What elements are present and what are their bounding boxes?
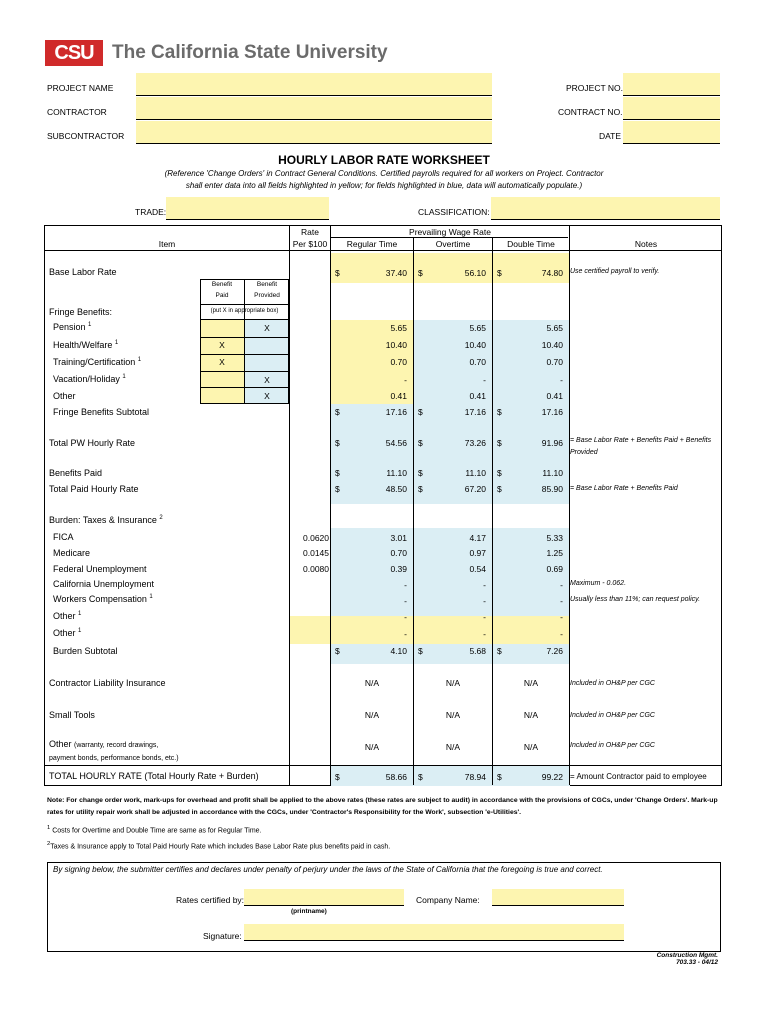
- value-fed_unemp-reg: 0.39: [390, 564, 407, 574]
- vacation-provided-x[interactable]: X: [264, 375, 270, 385]
- col-item-header: Item: [158, 239, 176, 249]
- rates-by-label: Rates certified by:: [176, 895, 245, 905]
- tools-note: Included in OH&P per CGC: [570, 712, 655, 719]
- row-ca-unemp-label: California Unemployment: [53, 579, 155, 589]
- value-workers_comp-dt: -: [560, 596, 563, 606]
- value-other_b1-ot: -: [483, 612, 486, 622]
- rates-by-field[interactable]: [244, 889, 404, 906]
- value-fica-ot: 4.17: [469, 533, 486, 543]
- dollar-sign: $: [418, 407, 423, 417]
- value-total-ot: 78.94: [464, 772, 486, 782]
- row-workers-comp-label: Workers Compensation $^1$: [53, 594, 153, 604]
- university-name: The California State University: [112, 42, 388, 63]
- col-dt-header: Double Time: [507, 239, 555, 249]
- col-reg-header: Regular Time: [346, 239, 398, 249]
- value-total-reg: 58.66: [385, 772, 407, 782]
- value-burden_sub-dt: 7.26: [546, 646, 563, 656]
- value-burden_sub-ot: 5.68: [469, 646, 486, 656]
- other-provided-x[interactable]: X: [264, 391, 270, 401]
- value-other-reg: 0.41: [390, 391, 407, 401]
- total-pw-note-2: Provided: [570, 449, 598, 456]
- company-field[interactable]: [492, 889, 624, 906]
- footnote-2: $^2$Taxes & Insurance apply to Total Paid Hourly Rate which includes Base Labor Rate plus benefits paid in cash.: [47, 841, 391, 851]
- row-tools-label: Small Tools: [49, 710, 95, 720]
- subcontractor-field[interactable]: [136, 121, 492, 144]
- change-order-note: Note: For change order work, mark-ups for overhead and profit shall be applied to the above rates (these rates are subject to audit) in accordance with the provisions of CGCs, under 'Change Orders'. Mark-up rates for utility repair work shall be adjusted in accordance with the CGCs, under 'Contractor's Responsibility for the Work', subsection 'e-Utilities'.: [47, 797, 718, 816]
- value-vacation-reg: -: [404, 375, 407, 385]
- value-workers_comp-ot: -: [483, 596, 486, 606]
- cert-statement: By signing below, the submitter certifies and declares under penalty of perjury under the laws of the State of California that the foregoing is true and correct.: [53, 865, 603, 874]
- row-total-paid-label: Total Paid Hourly Rate: [49, 484, 139, 494]
- worksheet-title: HOURLY LABOR RATE WORKSHEET: [278, 153, 490, 167]
- date-label: DATE: [599, 131, 622, 141]
- contract-no-label: CONTRACT NO.: [558, 107, 623, 117]
- dollar-sign: $: [418, 438, 423, 448]
- value-fringe_sub-reg: 17.16: [385, 407, 407, 417]
- benefit-hdr-line2: [200, 319, 289, 320]
- row-burden-sub-label: Burden Subtotal: [53, 646, 118, 656]
- row-benefits-paid-label: Benefits Paid: [49, 468, 103, 478]
- trade-label: TRADE:: [135, 207, 167, 217]
- dollar-sign: $: [497, 484, 502, 494]
- dollar-sign: $: [335, 438, 340, 448]
- form-id: Construction Mgmt. 703.33 - 04/12: [656, 952, 718, 966]
- row-fringe-sub-label: Fringe Benefits Subtotal: [53, 407, 150, 417]
- value-other_b2-reg: -: [404, 629, 407, 639]
- col-line: [330, 226, 331, 785]
- value-pension-reg: 5.65: [390, 323, 407, 333]
- row-health-label: Health/Welfare $^1$: [53, 340, 119, 350]
- training-paid-x[interactable]: X: [219, 357, 225, 367]
- value-pension-ot: 5.65: [469, 323, 486, 333]
- value-fed_unemp-dt: 0.69: [546, 564, 563, 574]
- col-notes-header: Notes: [634, 239, 658, 249]
- value-benefits_paid-reg: 11.10: [386, 468, 407, 478]
- value-medicare-dt: 1.25: [546, 548, 563, 558]
- benefit-provided-header-2: Provided: [254, 292, 280, 299]
- row-base-label: Base Labor Rate: [49, 267, 117, 277]
- row-medicare-label: Medicare: [53, 548, 91, 558]
- contractor-label: CONTRACTOR: [47, 107, 107, 117]
- value-total_pw-reg: 54.56: [385, 438, 407, 448]
- value-base-ot: 56.10: [464, 268, 486, 278]
- value-tools-dt: N/A: [523, 710, 539, 720]
- trade-field[interactable]: [166, 197, 329, 220]
- contractor-field[interactable]: [136, 97, 492, 120]
- pension-provided-x[interactable]: X: [264, 323, 270, 333]
- value-medicare-ot: 0.97: [469, 548, 486, 558]
- value-base-dt: 74.80: [541, 268, 563, 278]
- value-fica-reg: 3.01: [390, 533, 407, 543]
- row-total-label: TOTAL HOURLY RATE (Total Hourly Rate + Burden): [49, 771, 259, 781]
- value-workers_comp-reg: -: [404, 596, 407, 606]
- value-training-ot: 0.70: [469, 357, 486, 367]
- value-liability-ot: N/A: [445, 678, 461, 688]
- company-label: Company Name:: [416, 895, 480, 905]
- value-medicare-reg: 0.70: [390, 548, 407, 558]
- col-line: [569, 226, 570, 785]
- dollar-sign: $: [497, 646, 502, 656]
- value-other_b1-dt: -: [560, 612, 563, 622]
- value-vacation-ot: -: [483, 375, 486, 385]
- benefit-line: [200, 337, 289, 338]
- value-vacation-dt: -: [560, 375, 563, 385]
- row-other-b1-label: Other $^1$: [53, 611, 82, 621]
- dollar-sign: $: [497, 407, 502, 417]
- base-note: Use certified payroll to verify.: [570, 268, 660, 275]
- benefit-line: [200, 387, 289, 388]
- header-split-line: [330, 237, 568, 238]
- value-total-dt: 99.22: [541, 772, 563, 782]
- value-other-dt: 0.41: [546, 391, 563, 401]
- labor-rate-table: [44, 225, 722, 786]
- row-vacation-label: Vacation/Holiday $^1$: [53, 374, 126, 384]
- classification-label: CLASSIFICATION:: [418, 207, 490, 217]
- worksheet-subtitle-1: (Reference 'Change Orders' in Contract General Conditions. Certified payrolls required for all workers on Project. Contractor: [164, 169, 604, 178]
- other-c-note: Included in OH&P per CGC: [570, 742, 655, 749]
- worksheet-subtitle-2: shall enter data into all fields highlighted in yellow; for fields highlighted in blue, data will automatically populate.): [185, 181, 583, 190]
- value-ca_unemp-reg: -: [404, 580, 407, 590]
- col-ot-header: Overtime: [435, 239, 471, 249]
- row-fringe-label: Fringe Benefits:: [49, 307, 113, 317]
- signature-label: Signature:: [203, 931, 242, 941]
- benefit-paid-header: Benefit: [211, 281, 233, 288]
- value-pension-dt: 5.65: [546, 323, 563, 333]
- col-pw-header: Prevailing Wage Rate: [409, 227, 491, 237]
- value-other_b2-ot: -: [483, 629, 486, 639]
- dollar-sign: $: [335, 268, 340, 278]
- rate-other-fill[interactable]: [290, 616, 330, 644]
- dollar-sign: $: [418, 268, 423, 278]
- subcontractor-label: SUBCONTRACTOR: [47, 131, 125, 141]
- project-no-label: PROJECT NO.: [566, 83, 623, 93]
- value-fica-dt: 5.33: [546, 533, 563, 543]
- row-liability-label: Contractor Liability Insurance: [49, 678, 166, 688]
- date-field[interactable]: [623, 121, 720, 144]
- total-pw-note: = Base Labor Rate + Benefits Paid + Benefits: [570, 437, 712, 444]
- benefit-line: [200, 354, 289, 355]
- value-fringe_sub-dt: 17.16: [541, 407, 563, 417]
- dollar-sign: $: [497, 438, 502, 448]
- medicare-rate: 0.0145: [303, 548, 329, 558]
- csu-logo: CSU: [45, 40, 103, 66]
- project-name-label: PROJECT NAME: [47, 83, 114, 93]
- benefit-paid-header-2: Paid: [215, 292, 229, 299]
- benefit-provided-header: Benefit: [256, 281, 278, 288]
- row-other-label: Other: [53, 391, 76, 401]
- printname-label: (printname): [291, 908, 327, 915]
- project-no-field[interactable]: [623, 73, 720, 96]
- dollar-sign: $: [497, 468, 502, 478]
- value-liability-dt: N/A: [523, 678, 539, 688]
- liability-note: Included in OH&P per CGC: [570, 680, 655, 687]
- col-rate-header-2: Per $100: [292, 239, 328, 249]
- value-benefits_paid-dt: 11.10: [542, 468, 563, 478]
- row-other-b2-label: Other $^1$: [53, 628, 82, 638]
- value-total_pw-dt: 91.96: [541, 438, 563, 448]
- value-other-ot: 0.41: [469, 391, 486, 401]
- certification-box: [47, 862, 721, 952]
- col-line: [413, 238, 414, 785]
- value-ca_unemp-dt: -: [560, 580, 563, 590]
- value-training-reg: 0.70: [390, 357, 407, 367]
- put-x-instructions: (put X in appropriate box): [210, 308, 279, 314]
- row-pension-label: Pension $^1$: [53, 322, 92, 332]
- dollar-sign: $: [418, 646, 423, 656]
- ca-unemp-note: Maximum - 0.062.: [570, 580, 627, 587]
- fica-rate: 0.0620: [303, 533, 329, 543]
- project-name-field[interactable]: [136, 73, 492, 96]
- value-health-ot: 10.40: [464, 340, 486, 350]
- value-tools-reg: N/A: [364, 710, 380, 720]
- dollar-sign: $: [497, 772, 502, 782]
- value-total_paid-ot: 67.20: [464, 484, 486, 494]
- value-training-dt: 0.70: [546, 357, 563, 367]
- row-fica-label: FICA: [53, 532, 74, 542]
- row-training-label: Training/Certification $^1$: [53, 357, 142, 367]
- total-top-line: [45, 765, 721, 766]
- value-fringe_sub-ot: 17.16: [464, 407, 486, 417]
- total-paid-note: = Base Labor Rate + Benefits Paid: [570, 485, 678, 492]
- col-rate-header: Rate: [301, 227, 319, 237]
- value-tools-ot: N/A: [445, 710, 461, 720]
- value-other_c-ot: N/A: [445, 742, 461, 752]
- row-burden-label: Burden: Taxes & Insurance $^2$: [49, 515, 163, 525]
- dollar-sign: $: [418, 772, 423, 782]
- value-base-reg: 37.40: [385, 268, 407, 278]
- value-total_paid-reg: 48.50: [385, 484, 407, 494]
- value-burden_sub-reg: 4.10: [390, 646, 407, 656]
- benefit-line: [200, 371, 289, 372]
- value-health-reg: 10.40: [385, 340, 407, 350]
- fed-unemp-rate: 0.0080: [303, 564, 329, 574]
- row-total-pw-label: Total PW Hourly Rate: [49, 438, 136, 448]
- header-bottom-line: [45, 250, 721, 251]
- value-total_pw-ot: 73.26: [464, 438, 486, 448]
- classification-field[interactable]: [491, 197, 720, 220]
- dollar-sign: $: [497, 268, 502, 278]
- dollar-sign: $: [335, 772, 340, 782]
- value-other_b2-dt: -: [560, 629, 563, 639]
- value-total_paid-dt: 85.90: [541, 484, 563, 494]
- row-other-c-label-2: payment bonds, performance bonds, etc.): [49, 755, 179, 762]
- value-liability-reg: N/A: [364, 678, 380, 688]
- value-other_b1-reg: -: [404, 612, 407, 622]
- col-line: [492, 238, 493, 785]
- value-other_c-dt: N/A: [523, 742, 539, 752]
- dollar-sign: $: [335, 646, 340, 656]
- value-health-dt: 10.40: [541, 340, 563, 350]
- contract-no-field[interactable]: [623, 97, 720, 120]
- footnote-1: $^1$ Costs for Overtime and Double Time are same as for Regular Time.: [47, 825, 262, 835]
- health-paid-x[interactable]: X: [219, 340, 225, 350]
- value-ca_unemp-ot: -: [483, 580, 486, 590]
- value-fed_unemp-ot: 0.54: [469, 564, 486, 574]
- dollar-sign: $: [418, 468, 423, 478]
- dollar-sign: $: [335, 484, 340, 494]
- value-benefits_paid-ot: 11.10: [465, 468, 486, 478]
- col-line: [289, 226, 290, 785]
- row-fed-unemp-label: Federal Unemployment: [53, 564, 147, 574]
- workers-comp-note: Usually less than 11%; can request policy.: [570, 596, 701, 603]
- value-other_c-reg: N/A: [364, 742, 380, 752]
- dollar-sign: $: [335, 407, 340, 417]
- total-note: = Amount Contractor paid to employee: [570, 772, 707, 781]
- row-other-c-label: Other (warranty, record drawings,: [49, 739, 159, 749]
- dollar-sign: $: [335, 468, 340, 478]
- dollar-sign: $: [418, 484, 423, 494]
- benefit-hdr-line: [200, 304, 289, 305]
- signature-field[interactable]: [244, 924, 624, 941]
